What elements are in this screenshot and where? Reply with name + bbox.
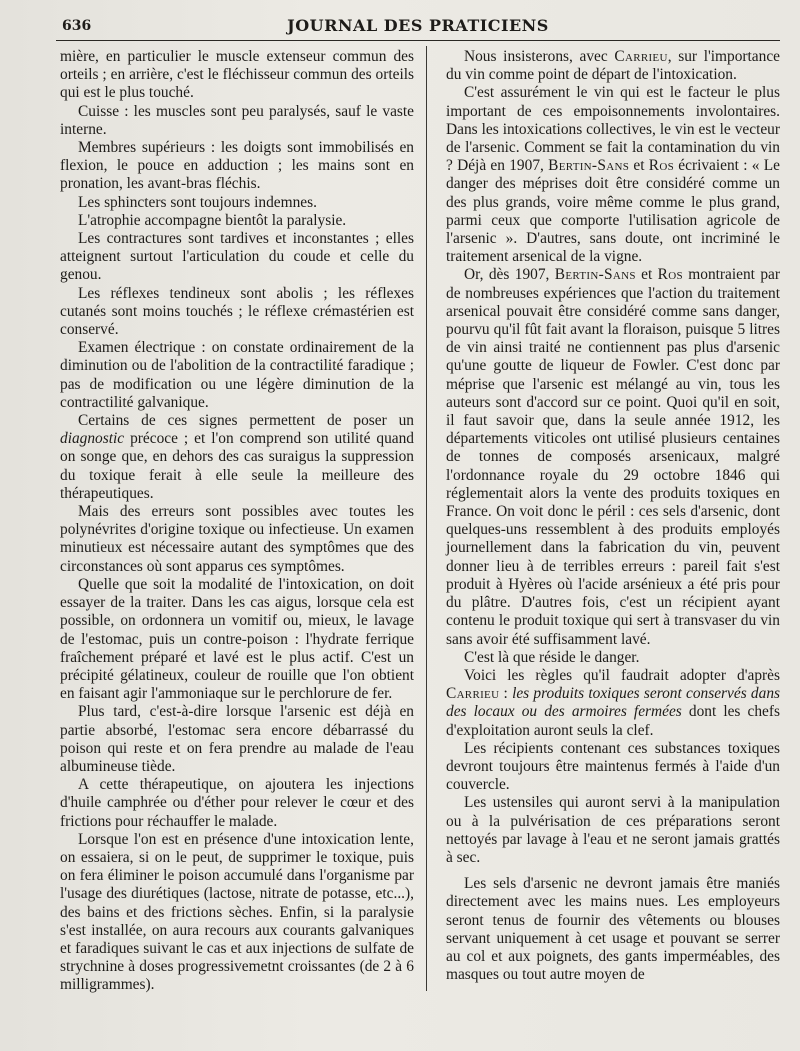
paragraph: Quelle que soit la modalité de l'intoxication, on doit essayer de la traiter. Dans les cas aigus, lorsque cela est possible, on ordonnera un vomitif ou, mieux, le lavage de l'estomac, puis un contre-poison : l'hydrate ferrique fraîchement préparé et lavé est le plus actif. C'est un précipité gélatineux, couleur de rouille que l'on obtient en faisant agir l'ammoniaque sur le perchlorure de fer.: [60, 575, 414, 703]
text-run: et: [635, 266, 658, 284]
paragraph: Les contractures sont tardives et inconstantes ; elles atteignent surtout l'articulation du coude et celle du genou.: [60, 230, 414, 284]
italic-rule: les produits toxiques seront conservés dans des locaux ou des armoires fermées: [446, 685, 780, 721]
paragraph: Les réflexes tendineux sont abolis ; les réflexes cutanés sont moins touchés ; le réflexe crémastérien est conservé.: [60, 284, 414, 339]
paragraph: [446, 84, 780, 266]
paragraph: Plus tard, c'est-à-dire lorsque l'arsenic est déjà en partie absorbé, l'estomac sera encore débarrassé du poison qui reste et on fera prendre au malade de l'eau albumineuse tiède.: [60, 703, 414, 775]
text-run: :: [499, 685, 513, 703]
paragraph-gap: [446, 867, 780, 875]
text-run: dont les chefs d'exploitation auront seuls la clef.: [446, 703, 780, 739]
paragraph: Mais des erreurs sont possibles avec toutes les polynévrites d'origine toxique ou infectieuse. Un examen minutieux est nécessaire autant des symptômes que des circonstances où sont apparus ces symptômes.: [60, 503, 414, 575]
column-divider: [426, 46, 427, 991]
author-name: Bertin-Sans: [548, 157, 630, 175]
paragraph: [446, 48, 780, 84]
paragraph: Cuisse : les muscles sont peu paralysés, sauf le vaste interne.: [60, 102, 414, 138]
paragraph: [60, 412, 414, 503]
paragraph: Les récipients contenant ces substances toxiques devront toujours être maintenus fermés à l'aide d'un couvercle.: [446, 739, 780, 794]
paragraph: Les sphincters sont toujours indemnes.: [78, 193, 317, 211]
paragraph: Les ustensiles qui auront servi à la manipulation ou à la pulvérisation de ces préparations seront nettoyés par lavage à l'eau et ne seront jamais grattés à sec.: [446, 794, 780, 866]
page-header: [60, 14, 776, 40]
text-run: Voici les règles qu'il faudrait adopter d'après: [464, 666, 780, 684]
text-run: montraient par de nombreuses expériences que l'action du traitement arsenical pouvait être considéré comme sans danger, pourvu qu'il fût fait avant la floraison, puisque 5 litres de vin ainsi traité ne contiennent pas plus d'arsenic qu'une goutte de liqueur de Fowler. C'est donc par méprise que l'arsenic est mélangé au vin, tous les auteurs sont d'accord sur ce point. Quoi qu'il en soit, il faut savoir que, dans la seule année 1912, les départements viticoles ont utilisé plusieurs centaines de tonnes de composés arsenicaux, malgré l'ordonnance royale du 29 octobre 1846 qui réglementait alors la vente des produits toxiques en France. On voit donc le péril : ces sels d'arsenic, dont quelques-uns ressemblent à des produits employés journellement dans la fabrication du vin, peuvent donner lieu à de terribles erreurs : pareil fait s'est produit à Hyères où l'acide arsénieux a été pris pour du plâtre. D'autres fois, c'est un récipient ayant contenu le produit toxique qui sert à transvaser du vin sans avoir été suffisamment lavé.: [446, 266, 780, 648]
page-number: 636: [62, 18, 92, 34]
author-name: Ros: [657, 266, 683, 284]
text-run: précoce ; et l'on comprend son utilité quand on songe que, en dehors des cas suraigus la suppression du toxique ferait à elle seule la meilleure des thérapeutiques.: [60, 430, 414, 502]
author-name: Ros: [648, 157, 675, 175]
paragraph: mière, en particulier le muscle extenseur commun des orteils ; en arrière, c'est le fléchisseur commun des orteils qui est le plus touché.: [60, 48, 414, 102]
text-run: écrivaient : « Le danger des méprises doit être considéré comme un des plus grands, voire même comme le plus grand, parmi ceux que comporte l'utilisation agricole de l'arsenic ». D'autres, sans doute, ont incriminé le traitement arsenical de la vigne.: [446, 157, 780, 266]
text-run: Certains de ces signes permettent de poser un: [78, 412, 414, 430]
text-run: , sur l'importance du vin comme point de départ de l'intoxication.: [446, 48, 780, 84]
text-run: C'est assurément le vin qui est le facteur le plus important de ces empoisonnements involontaires. Dans les intoxications collectives, le vin est le vecteur de l'arsenic. Comment se fait la contamination du vin ? Déjà en 1907,: [446, 84, 780, 175]
paragraph: L'atrophie accompagne bientôt la paralysie.: [78, 211, 347, 229]
paragraph: Lorsque l'on est en présence d'une intoxication lente, on essaiera, si on le peut, de supprimer le toxique, puis on fera éliminer le poison accumulé dans l'organisme par l'usage des diurétiques (lactose, nitrate de potasse, etc...), des bains et des frictions sèches. Enfin, si la paralysie s'est installée, on aura recours aux courants galvaniques et faradiques suivant le cas et aux injections de sulfate de strychnine à doses progressivemetnt croissantes (de 2 à 6 milligrammes).: [60, 830, 414, 994]
right-column: [446, 48, 780, 984]
paragraph: Membres supérieurs : les doigts sont immobilisés en flexion, le pouce en adduction ; les mains sont en pronation, les avant-bras fléchis.: [60, 139, 414, 193]
header-rule: [56, 40, 780, 41]
paragraph: [446, 667, 780, 740]
author-name: Carrieu: [614, 48, 668, 65]
left-column: [60, 48, 414, 995]
paragraph: Examen électrique : on constate ordinairement de la diminution ou de l'abolition de la contractilité faradique ; pas de modification ou une légère diminution de la contractilité galvanique.: [60, 339, 414, 411]
author-name: Carrieu: [446, 685, 500, 703]
italic-term: diagnostic: [60, 430, 125, 448]
journal-title: JOURNAL DES PRATICIENS: [287, 16, 549, 35]
paragraph: A cette thérapeutique, on ajoutera les injections d'huile camphrée ou d'éther pour relever le cœur et des frictions pour réchauffer le malade.: [60, 776, 414, 830]
author-name: Bertin-Sans: [554, 266, 636, 284]
text-run: et: [629, 157, 649, 175]
paragraph: [446, 266, 780, 648]
text-run: Nous insisterons, avec: [464, 48, 615, 65]
paragraph: C'est là que réside le danger.: [464, 648, 640, 666]
paragraph: Les sels d'arsenic ne devront jamais être maniés directement avec les mains nues. Les employeurs seront tenus de fournir des vêtements ou blouses servant uniquement à cet usage et pouvant se serrer au col et aux poignets, des gants imperméables, des masques ou tout autre moyen de: [446, 875, 780, 984]
text-run: Or, dès 1907,: [464, 266, 555, 284]
